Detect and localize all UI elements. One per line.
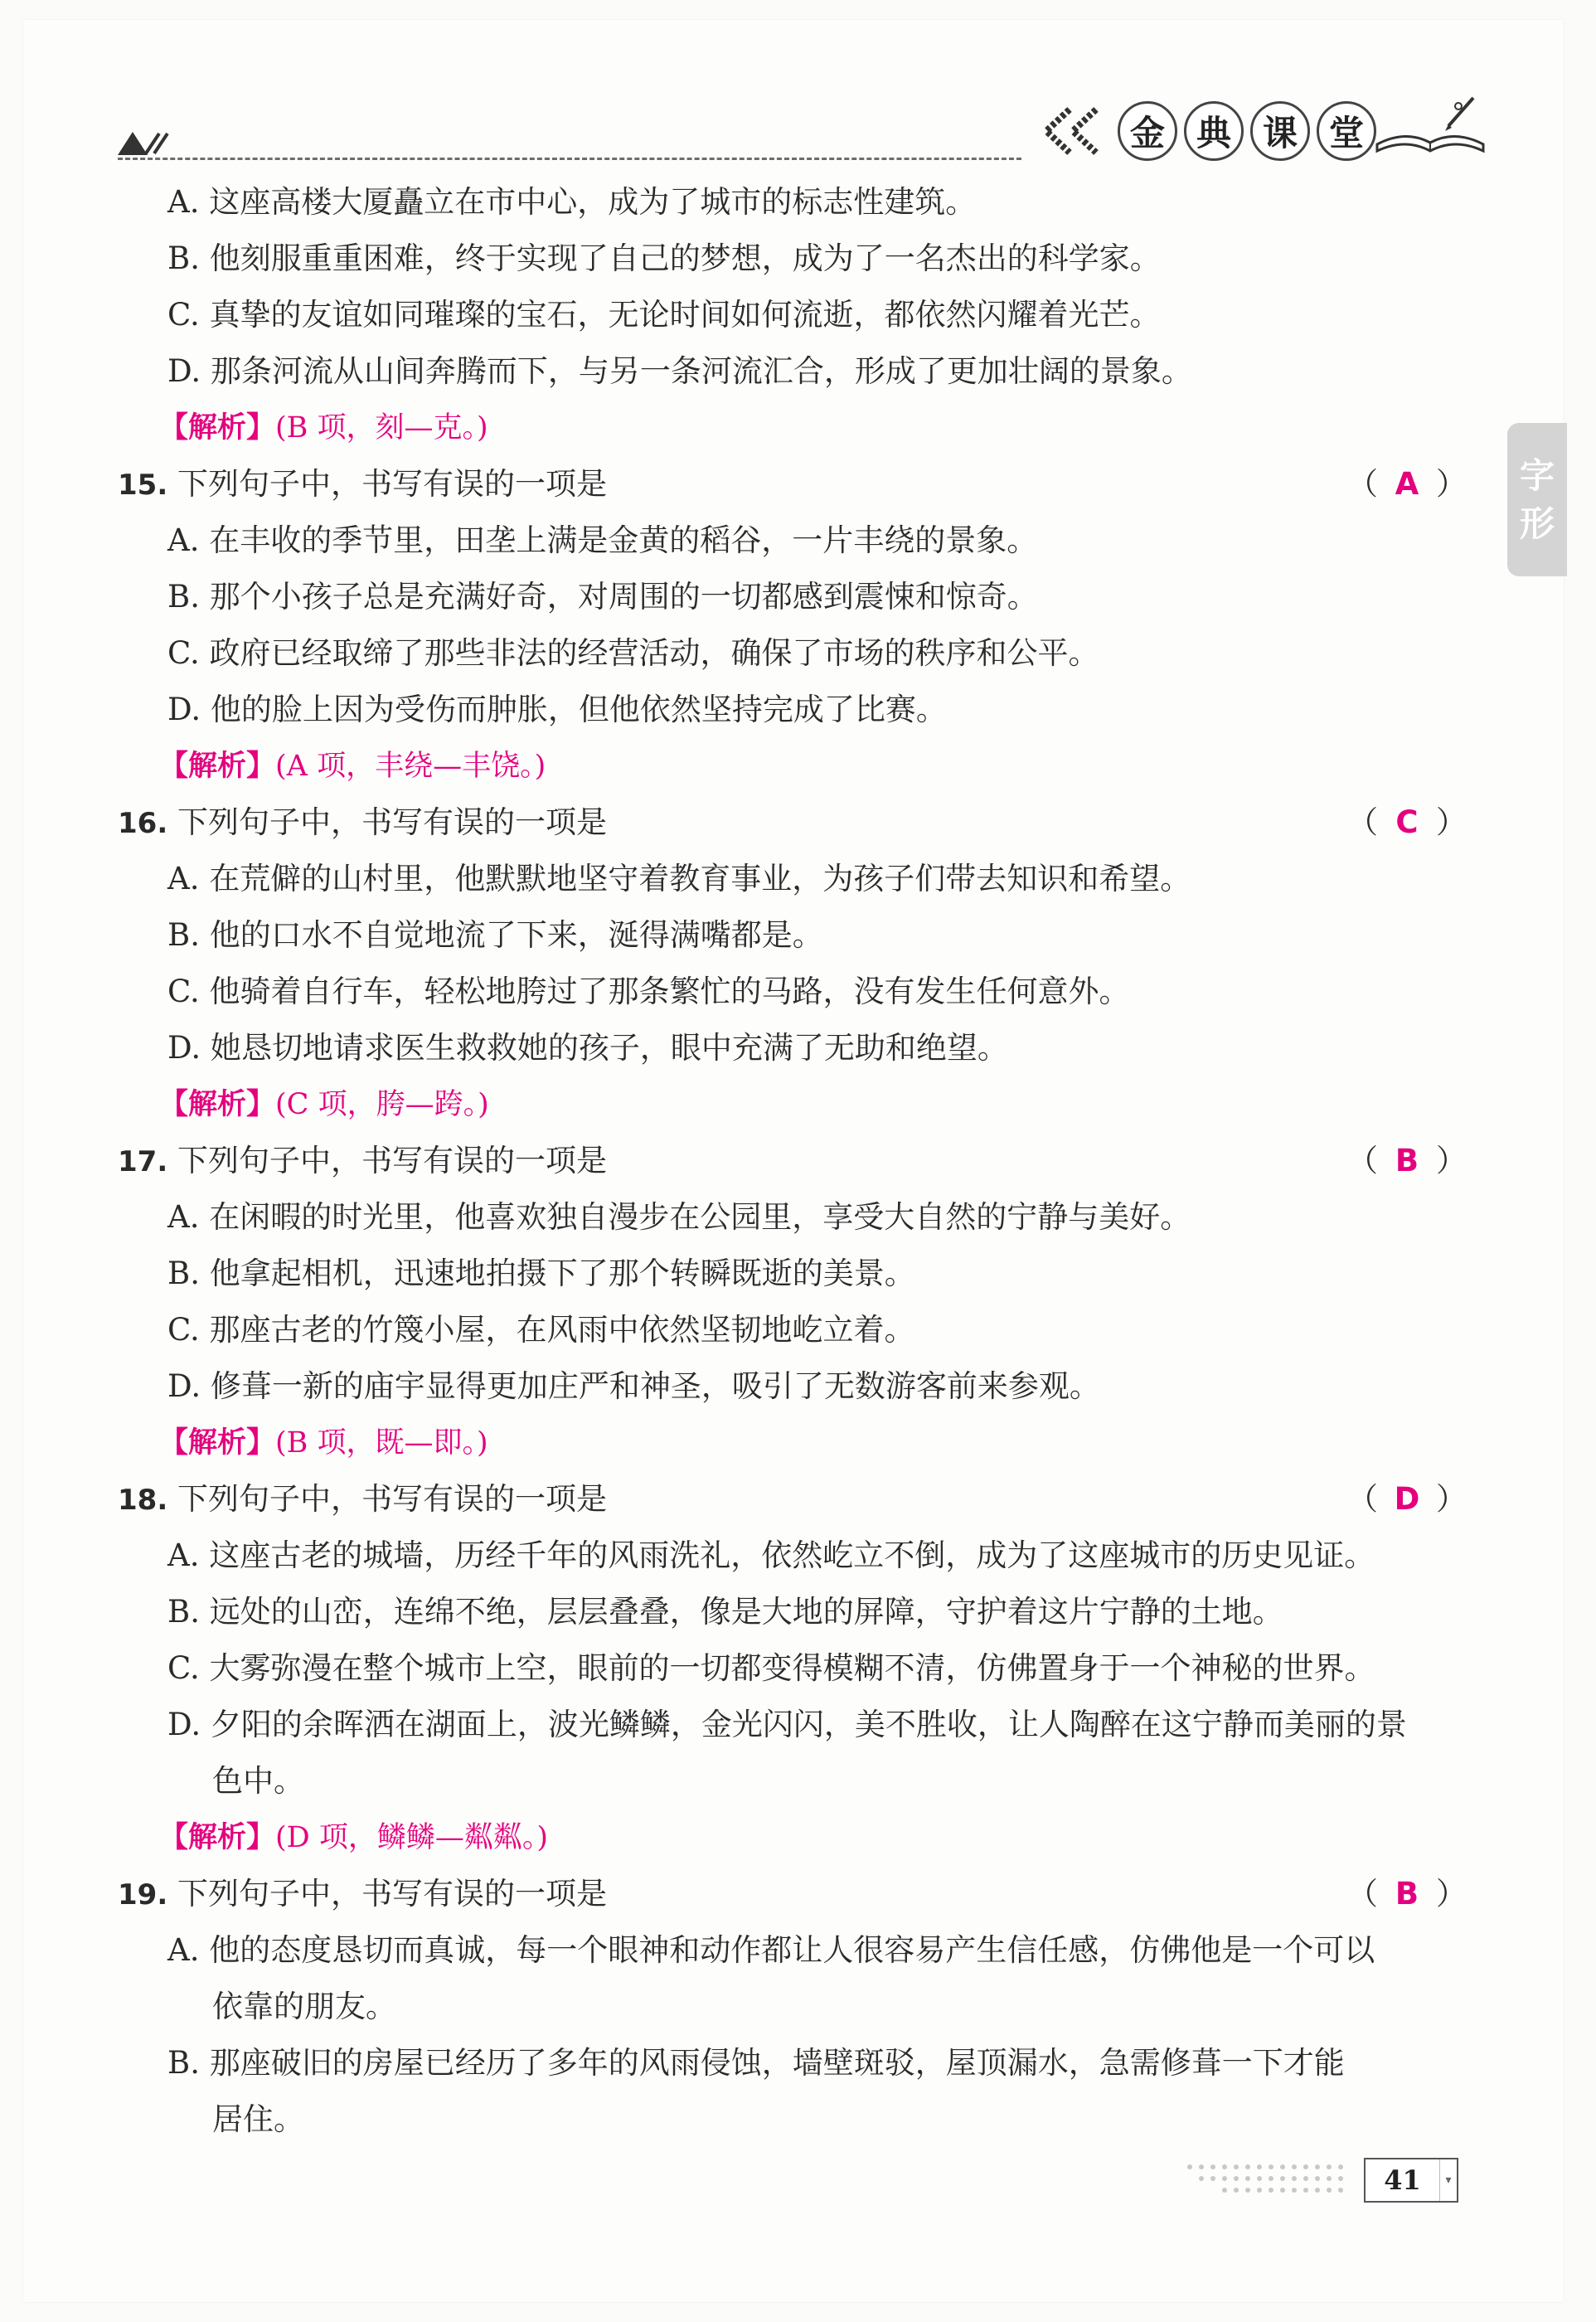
q18-answer <box>1347 1474 1467 1524</box>
q16-answer <box>1347 798 1467 848</box>
q16-option-b: B. 他的口水不自觉地流了下来，涎得满嘴都是。 <box>167 917 823 953</box>
brand-logo <box>1118 98 1376 164</box>
q15-analysis <box>159 741 546 791</box>
question-number: 18. <box>118 1484 168 1517</box>
q17-answer <box>1347 1136 1467 1186</box>
answer-letter: B <box>1395 1876 1419 1912</box>
question-number: 15. <box>118 469 168 502</box>
brand-char: 堂 <box>1317 101 1376 161</box>
q15-stem <box>118 459 607 510</box>
open-book-pen-icon <box>1372 93 1488 159</box>
q19-option-a-continued: 依靠的朋友。 <box>212 1989 396 2024</box>
q15-option-d: D. 他的脸上因为受伤而肿胀，但他依然坚持完成了比赛。 <box>167 692 947 727</box>
q15-answer <box>1347 459 1467 509</box>
q17-stem <box>118 1136 607 1187</box>
analysis-text: (C 项，胯—跨。) <box>275 1088 489 1121</box>
answer-letter: B <box>1395 1143 1419 1178</box>
analysis-text: (A 项，丰绕—丰饶。) <box>275 750 546 783</box>
q16-option-c: C. 他骑着自行车，轻松地胯过了那条繁忙的马路，没有发生任何意外。 <box>167 974 1130 1009</box>
answer-letter: C <box>1395 804 1419 840</box>
brand-char: 金 <box>1118 101 1177 161</box>
q15-option-a: A. 在丰收的季节里，田垄上满是金黄的稻谷，一片丰绕的景象。 <box>167 522 1038 558</box>
q19-option-b-continued: 居住。 <box>212 2101 304 2137</box>
paren-open: （ <box>1347 466 1378 502</box>
q18-option-b: B. 远处的山峦，连绵不绝，层层叠叠，像是大地的屏障，守护着这片宁静的土地。 <box>167 1594 1283 1630</box>
question-text: 下列句子中，书写有误的一项是 <box>177 804 607 840</box>
q14-option-a: A. 这座高楼大厦矗立在市中心，成为了城市的标志性建筑。 <box>167 184 977 220</box>
paren-close: ） <box>1436 466 1467 502</box>
q18-option-a: A. 这座古老的城墙，历经千年的风雨洗礼，依然屹立不倒，成为了这座城市的历史见证。 <box>167 1537 1375 1573</box>
double-chevron-left-icon <box>1036 106 1111 156</box>
answer-letter: A <box>1395 466 1419 502</box>
paren-close: ） <box>1436 804 1467 840</box>
q18-stem <box>118 1474 607 1525</box>
q17-option-a: A. 在闲暇的时光里，他喜欢独自漫步在公园里，享受大自然的宁静与美好。 <box>167 1199 1191 1235</box>
paren-close: ） <box>1436 1876 1467 1912</box>
page-number-box <box>1364 2158 1458 2203</box>
q16-option-d: D. 她恳切地请求医生救救她的孩子，眼中充满了无助和绝望。 <box>167 1030 1008 1066</box>
paren-open: （ <box>1347 1876 1378 1912</box>
q14-analysis <box>159 403 488 453</box>
analysis-tag: 【解析】 <box>159 1087 276 1121</box>
q19-stem <box>118 1869 607 1920</box>
analysis-text: (D 项，鳞鳞—粼粼。) <box>275 1821 549 1854</box>
q18-option-d-continued: 色中。 <box>212 1763 304 1799</box>
question-number: 17. <box>118 1145 168 1178</box>
paren-open: （ <box>1347 1143 1378 1178</box>
q17-analysis <box>159 1418 488 1468</box>
analysis-tag: 【解析】 <box>159 1820 276 1854</box>
paren-close: ） <box>1436 1143 1467 1178</box>
section-side-tab <box>1507 423 1567 576</box>
brand-char: 典 <box>1184 101 1244 161</box>
q14-option-d: D. 那条河流从山间奔腾而下，与另一条河流汇合，形成了更加壮阔的景象。 <box>167 353 1192 389</box>
q18-option-d: D. 夕阳的余晖洒在湖面上，波光鳞鳞，金光闪闪，美不胜收，让人陶醉在这宁静而美丽的景 <box>167 1707 1407 1742</box>
page-number: 41 <box>1384 2164 1421 2196</box>
analysis-tag: 【解析】 <box>159 1426 276 1460</box>
brand-char: 课 <box>1250 101 1310 161</box>
question-number: 16. <box>118 807 168 840</box>
side-tab-char: 字 <box>1519 454 1555 496</box>
q15-option-c: C. 政府已经取缔了那些非法的经营活动，确保了市场的秩序和公平。 <box>167 635 1099 671</box>
q17-option-c: C. 那座古老的竹篾小屋，在风雨中依然坚韧地屹立着。 <box>167 1312 915 1348</box>
dotted-ornament-icon <box>1181 2160 1347 2197</box>
q17-option-d: D. 修葺一新的庙宇显得更加庄严和神圣，吸引了无数游客前来参观。 <box>167 1368 1100 1404</box>
q17-option-b: B. 他拿起相机，迅速地拍摄下了那个转瞬既逝的美景。 <box>167 1256 915 1291</box>
question-text: 下列句子中，书写有误的一项是 <box>177 1481 607 1517</box>
q18-analysis <box>159 1813 548 1863</box>
q16-option-a: A. 在荒僻的山村里，他默默地坚守着教育事业，为孩子们带去知识和希望。 <box>167 861 1191 896</box>
q14-option-c: C. 真挚的友谊如同璀璨的宝石，无论时间如何流逝，都依然闪耀着光芒。 <box>167 297 1161 333</box>
paren-open: （ <box>1347 1481 1378 1517</box>
answer-letter: D <box>1394 1481 1420 1517</box>
q16-analysis <box>159 1080 489 1129</box>
question-text: 下列句子中，书写有误的一项是 <box>177 1876 607 1912</box>
q14-option-b: B. 他刻服重重困难，终于实现了自己的梦想，成为了一名杰出的科学家。 <box>167 240 1161 276</box>
header-dashed-rule <box>118 158 1021 160</box>
triangle-ornament-icon <box>118 129 176 157</box>
question-text: 下列句子中，书写有误的一项是 <box>177 1143 607 1178</box>
q16-stem <box>118 798 607 848</box>
q15-option-b: B. 那个小孩子总是充满好奇，对周围的一切都感到震悚和惊奇。 <box>167 579 1038 615</box>
q18-option-c: C. 大雾弥漫在整个城市上空，眼前的一切都变得模糊不清，仿佛置身于一个神秘的世界。 <box>167 1650 1375 1686</box>
q19-answer <box>1347 1869 1467 1919</box>
analysis-tag: 【解析】 <box>159 410 276 444</box>
q19-option-a: A. 他的态度恳切而真诚，每一个眼神和动作都让人很容易产生信任感，仿佛他是一个可以 <box>167 1932 1375 1968</box>
triangle-down-icon: ▾ <box>1439 2159 1457 2201</box>
analysis-tag: 【解析】 <box>159 749 276 783</box>
q19-option-b: B. 那座破旧的房屋已经历了多年的风雨侵蚀，墙壁斑驳，屋顶漏水，急需修葺一下才能 <box>167 2045 1345 2081</box>
question-text: 下列句子中，书写有误的一项是 <box>177 466 607 502</box>
paren-close: ） <box>1436 1481 1467 1517</box>
paren-open: （ <box>1347 804 1378 840</box>
analysis-text: (B 项，刻—克。) <box>275 411 488 444</box>
side-tab-char: 形 <box>1519 503 1555 544</box>
question-number: 19. <box>118 1878 168 1912</box>
analysis-text: (B 项，既—即。) <box>275 1426 488 1460</box>
